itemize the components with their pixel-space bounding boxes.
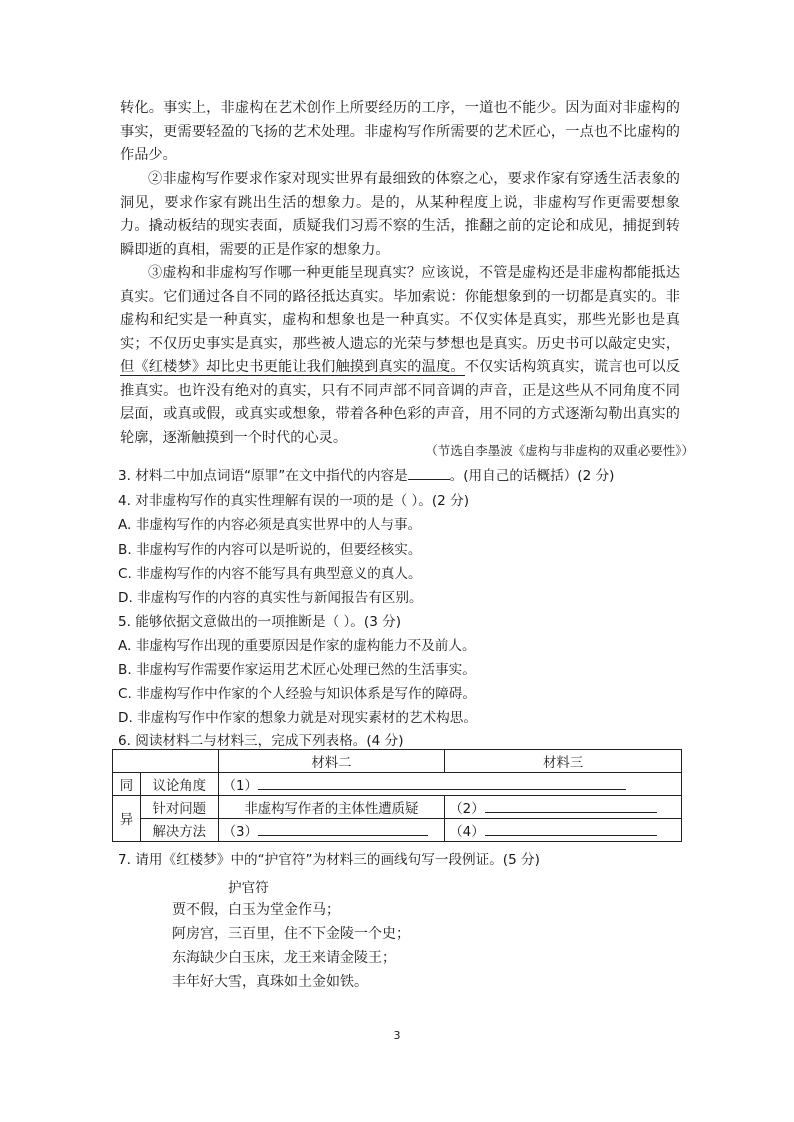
poem-line-1: 贾不假，白玉为堂金作马； (172, 902, 340, 918)
question-4: 4. 对非虚构写作的真实性理解有误的一项的是（ ）。(2 分) (118, 493, 470, 509)
passage-paragraph-1: 转化。事实上，非虚构在艺术创作上所要经历的工序，一道也不能少。因为面对非虚构的事实，更需要轻盈的飞扬的艺术处理。非虚构写作所需要的艺术匠心，一点也不比虚构的作品少。 (120, 100, 680, 163)
same-label: 同 (113, 773, 141, 796)
blank-2-label: （2） (449, 801, 485, 817)
comparison-table (112, 749, 682, 842)
table-row (113, 773, 682, 796)
row-label-problem: 针对问题 (140, 796, 218, 819)
question-4-option-a[interactable]: A. 非虚构写作的内容必须是真实世界中的人与事。 (118, 517, 422, 533)
question-3-text: 3. 材料二中加点词语“原罪”在文中指代的内容是 (118, 468, 408, 484)
question-4-option-b[interactable]: B. 非虚构写作的内容可以是听说的，但要经核实。 (118, 542, 422, 558)
paragraph-3-text-a: ③虚构和非虚构写作哪一种更能呈现真实？应该说，不管是虚构还是非虚构都能抵达真实。它们通过各自不同的路径抵达真实。毕加索说：你能想象到的一切都是真实的。非虚构和纪实是一种真实，虚构和想象也是一种真实。不仅实体是真实，那些光影也是真实；不仅历史事实是真实，那些被人遗忘的光荣与梦想也是真实。历史书可以敲定史实， (120, 265, 680, 352)
answer-line-2[interactable] (485, 798, 657, 813)
question-3-suffix: 。(用自己的话概括）(2 分) (449, 468, 615, 484)
filled-cell: 非虚构写作者的主体性遭质疑 (218, 796, 445, 819)
answer-cell-2[interactable] (445, 796, 682, 819)
poem-title: 护官符 (228, 880, 269, 896)
question-5-option-c[interactable]: C. 非虚构写作中作家的个人经验与知识体系是写作的障碍。 (118, 686, 476, 702)
row-label-solution: 解决方法 (140, 819, 218, 842)
passage-paragraph-2: ②非虚构写作要求作家对现实世界有最细致的体察之心，要求作家有穿透生活表象的洞见，要求作家有跳出生活的想象力。是的，从某种程度上说，非虚构写作更需要想象力。撬动板结的现实表面，质疑我们习焉不察的生活，推翻之前的定论和成见，捕捉到转瞬即逝的真相，需要的正是作家的想象力。 (120, 171, 680, 258)
question-5-option-d[interactable]: D. 非虚构写作中作家的想象力就是对现实素材的艺术构思。 (118, 710, 477, 726)
paragraph-3-text-b: 不仅实话构筑真实，谎言也可以反推真实。也许没有绝对的真实，只有不同声部不同音调的声音，正是这些从不同角度不同层面，或真或假，或真实或想象，带着各种色彩的声音，用不同的方式逐渐勾勒出真实的轮廓，逐渐触摸到一个时代的心灵。 (120, 359, 680, 446)
poem-line-3: 东海缺少白玉床，龙王来请金陵王； (172, 950, 396, 966)
question-5: 5. 能够依据文意做出的一项推断是（ ）。(3 分) (118, 614, 402, 630)
header-material-3: 材料三 (445, 750, 682, 773)
question-4-option-d[interactable]: D. 非虚构写作的内容的真实性与新闻报告有区别。 (118, 590, 423, 606)
poem-line-4: 丰年好大雪，真珠如土金如铁。 (172, 974, 368, 990)
question-5-option-a[interactable]: A. 非虚构写作出现的重要原因是作家的虚构能力不及前人。 (118, 638, 476, 654)
diff-label: 异 (113, 796, 141, 842)
table-row (113, 796, 682, 819)
row-label-angle: 议论角度 (140, 773, 218, 796)
page-number: 3 (393, 1029, 401, 1042)
question-5-option-b[interactable]: B. 非虚构写作需要作家运用艺术匠心处理已然的生活事实。 (118, 662, 476, 678)
poem-line-2: 阿房宫，三百里，住不下金陵一个史； (172, 926, 410, 942)
table-header-row (113, 750, 682, 773)
answer-line-1[interactable] (258, 775, 626, 790)
question-6: 6. 阅读材料二与材料三，完成下列表格。(4 分) (118, 733, 404, 749)
passage-paragraph-3 (120, 262, 680, 450)
table-row (113, 819, 682, 842)
blank-3-label: （3） (222, 824, 258, 840)
answer-cell-4[interactable] (445, 819, 682, 842)
question-7: 7. 请用《红楼梦》中的“护官符”为材料三的画线句写一段例证。(5 分) (118, 852, 540, 868)
header-material-2: 材料二 (218, 750, 445, 773)
question-3 (118, 466, 698, 486)
answer-line-3[interactable] (258, 821, 428, 836)
answer-cell-3[interactable] (218, 819, 445, 842)
blank-4-label: （4） (449, 824, 485, 840)
question-4-option-c[interactable]: C. 非虚构写作的内容不能写具有典型意义的真人。 (118, 566, 422, 582)
blank-1-label: （1） (222, 778, 258, 794)
answer-blank[interactable] (408, 467, 450, 480)
answer-line-4[interactable] (485, 821, 657, 836)
answer-cell-1[interactable] (218, 773, 681, 796)
passage-source: （节选自李墨波《虚构与非虚构的双重必要性》） (425, 443, 694, 458)
table-corner-cell (113, 750, 219, 773)
underlined-sentence: 但《红楼梦》却比史书更能让我们触摸到真实的温度。 (120, 359, 465, 375)
